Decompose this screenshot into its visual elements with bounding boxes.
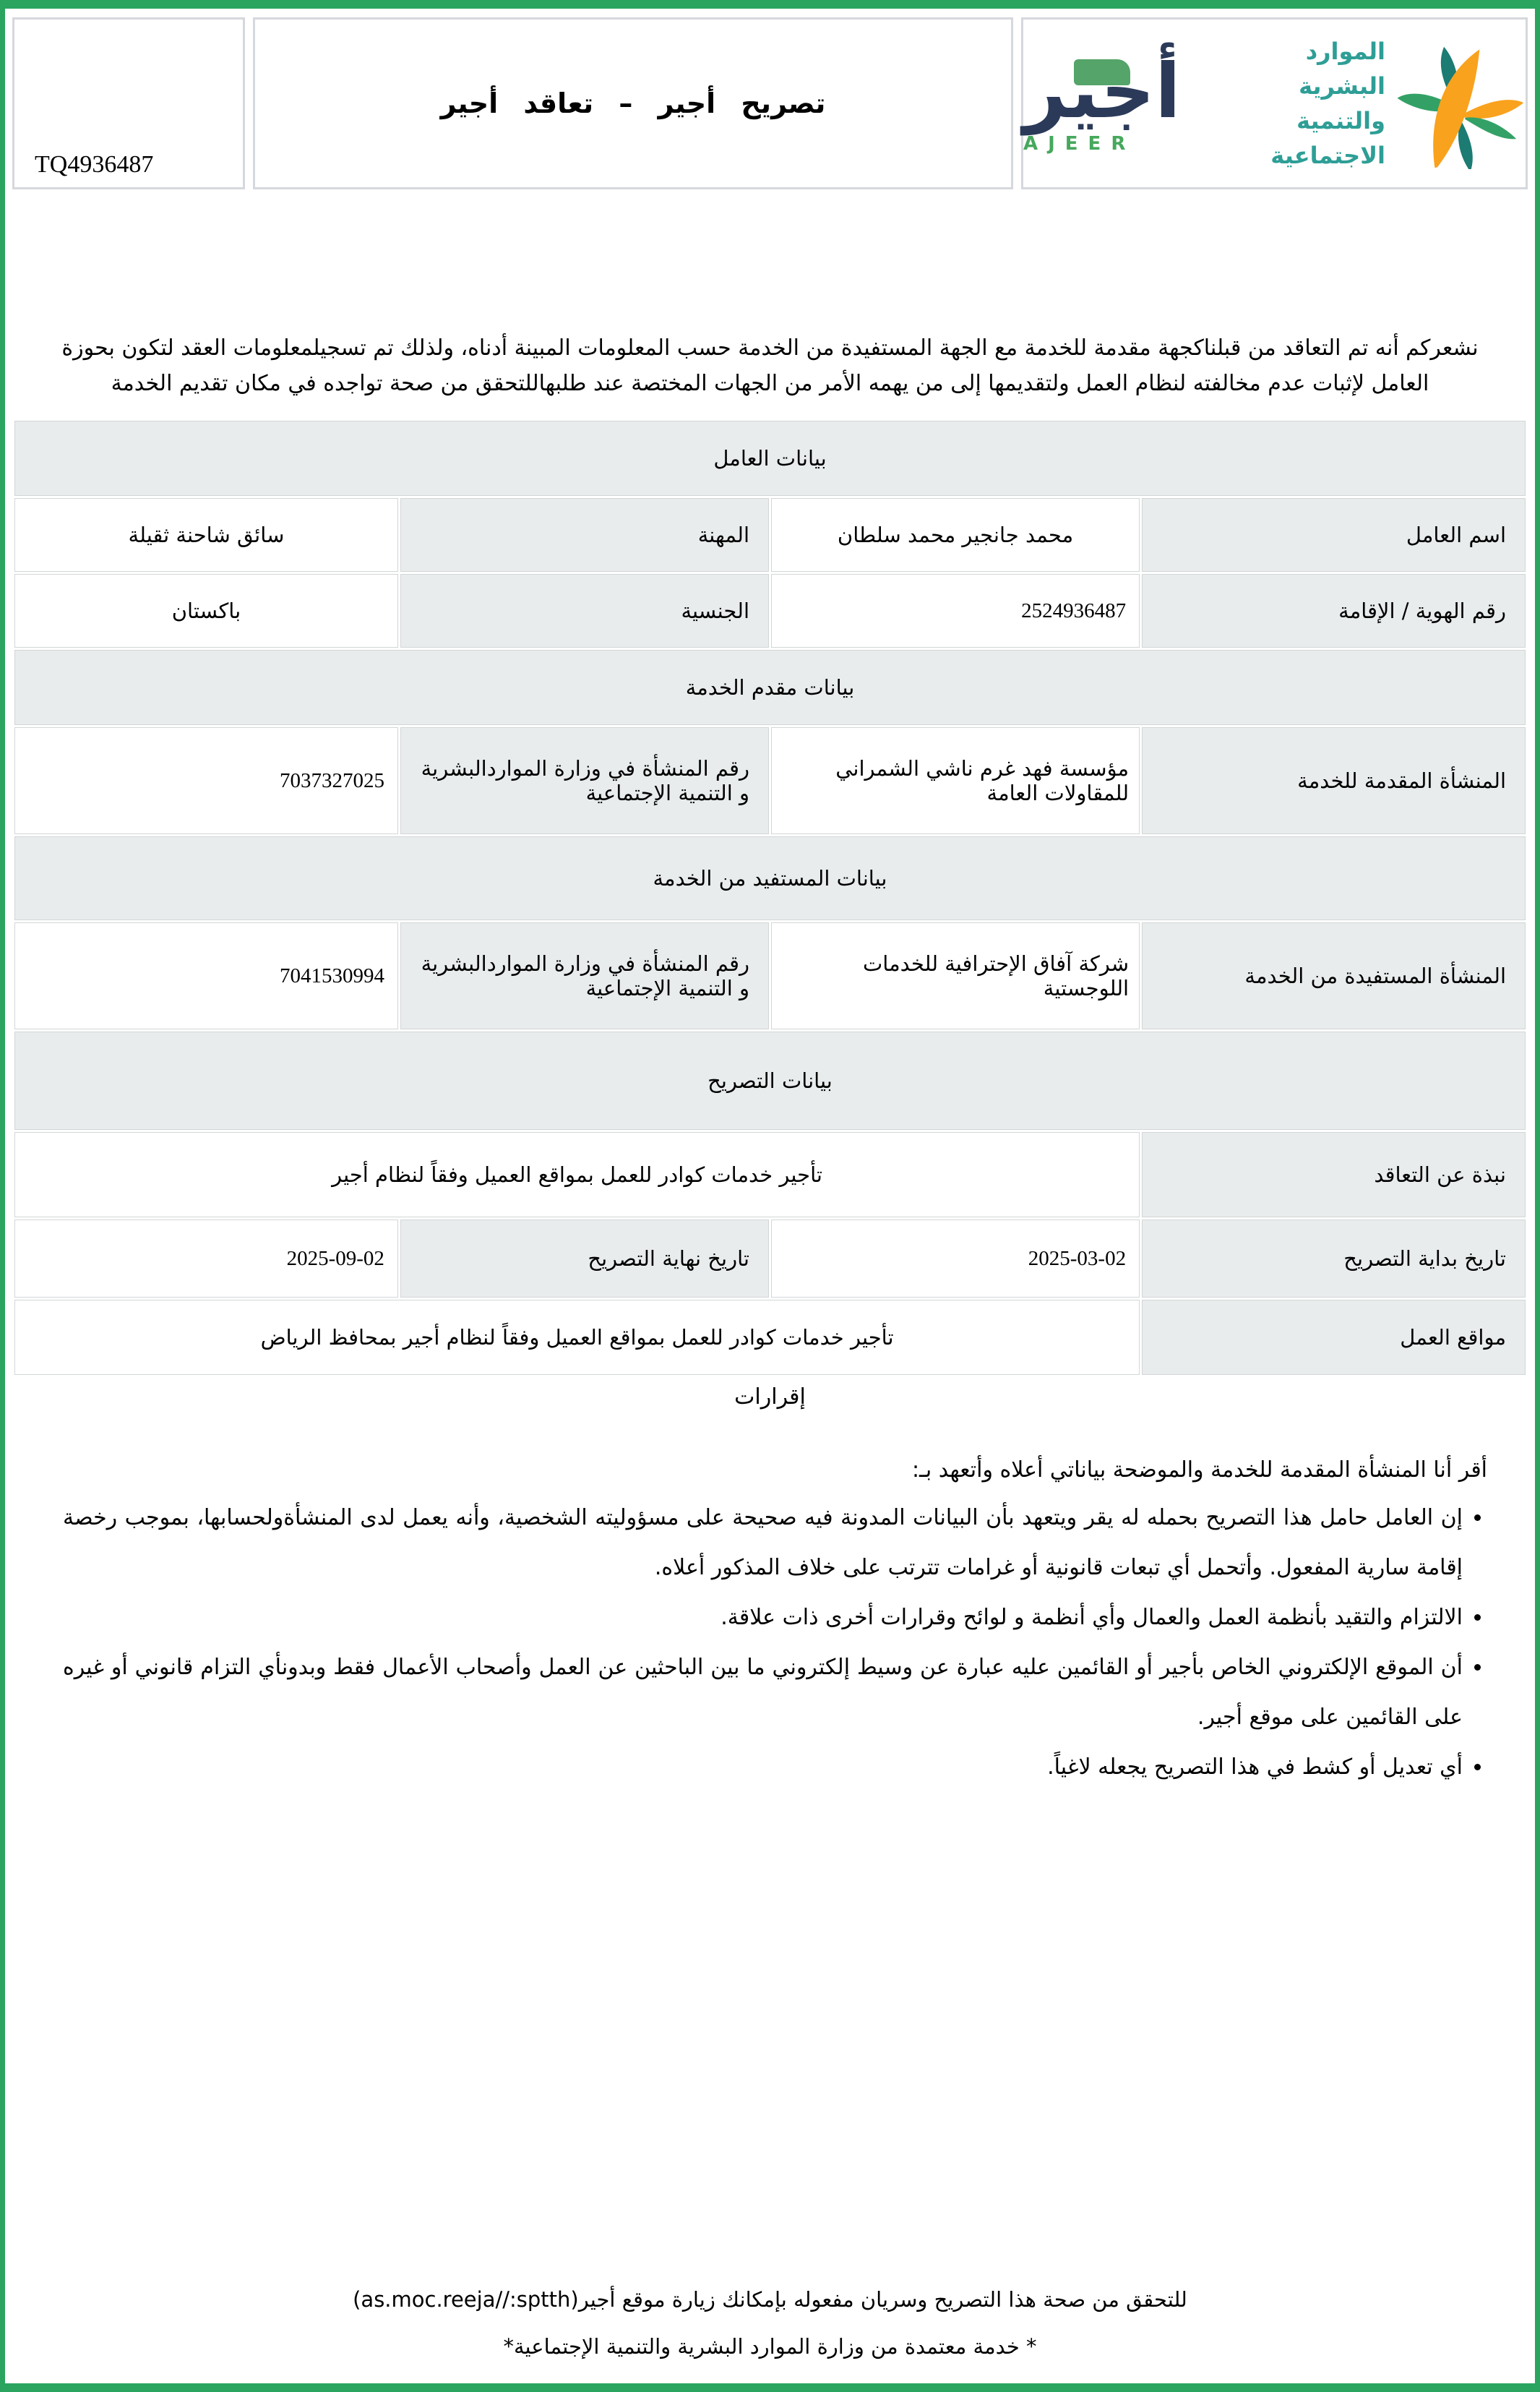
- ministry-logo-text: [1214, 34, 1385, 173]
- table-row: [14, 727, 1526, 834]
- declarations-list: [63, 1493, 1487, 1792]
- footer-verify-text: للتحقق من صحة هذا التصريح وسريان مفعوله بإمكانك زيارة موقع أجير: [578, 2286, 1187, 2312]
- footer: [12, 2276, 1528, 2374]
- beneficiary-mol-number-label: رقم المنشأة في وزارة المواردالبشرية و التنمية الإجتماعية: [400, 922, 769, 1029]
- table-row: [14, 922, 1526, 1029]
- provider-mol-number-label: رقم المنشأة في وزارة المواردالبشرية و التنمية الإجتماعية: [400, 727, 769, 834]
- profession-value: سائق شاحنة ثقيلة: [14, 498, 398, 572]
- work-locations-value: تأجير خدمات كوادر للعمل بمواقع العميل وفقاً لنظام أجير بمحافظ الرياض: [14, 1300, 1140, 1375]
- section-row-permit: [14, 1032, 1526, 1130]
- work-locations-label: مواقع العمل: [1142, 1300, 1526, 1375]
- footer-verify-line: [12, 2276, 1528, 2323]
- title-box: [253, 17, 1013, 189]
- permit-number: TQ4936487: [35, 151, 154, 178]
- contract-brief-label: نبذة عن التعاقد: [1142, 1132, 1526, 1217]
- worker-name-value: محمد جانجير محمد سلطان: [771, 498, 1140, 572]
- table-row: [14, 1219, 1526, 1298]
- permit-section-title: بيانات التصريح: [14, 1032, 1526, 1130]
- start-date-label: تاريخ بداية التصريح: [1142, 1219, 1526, 1298]
- declaration-item: • إن العامل حامل هذا التصريح بحمله له يقر ويتعهد بأن البيانات المدونة فيه صحيحة على مسؤوليته الشخصية، وأنه يعمل لدى المنشأةولحسابها، بموجب رخصة إقامة سارية المفعول. وأتحمل أي تبعات قانونية أو غرامات تترتب على خلاف المذكور أعلاه.: [63, 1493, 1463, 1592]
- ajeer-logo-arabic: أجير: [1023, 47, 1181, 136]
- declaration-item: • أي تعديل أو كشط في هذا التصريح يجعله لاغياً.: [63, 1742, 1463, 1792]
- section-row-provider: [14, 650, 1526, 725]
- nationality-label: الجنسية: [400, 574, 769, 648]
- document-title: تصريح أجير – تعاقد أجير: [440, 87, 826, 119]
- ministry-emblem-icon: [1394, 38, 1526, 169]
- ministry-logo-line2: والتنمية الاجتماعية: [1270, 107, 1385, 169]
- logos-box: [1021, 17, 1528, 189]
- table-row: [14, 574, 1526, 648]
- intro-paragraph: نشعركم أنه تم التعاقد من قبلناكجهة مقدمة للخدمة مع الجهة المستفيدة من الخدمة حسب المعلومات المبينة أدناه، ولذلك تم تسجيلمعلومات العقد لتكون بحوزة العامل لإثبات عدم مخالفته لنظام العمل ولتقديمها إلى من يهمه الأمر من الجهات المختصة عند طلبهاللتحقق من صحة تواجده في مكان تقديم الخدمة: [61, 335, 1479, 396]
- beneficiary-name-value: شركة آفاق الإحترافية للخدمات اللوجستية: [771, 922, 1140, 1029]
- beneficiary-label: المنشأة المستفيدة من الخدمة: [1142, 922, 1526, 1029]
- permit-table: [12, 419, 1528, 1377]
- declaration-item: • الالتزام والتقيد بأنظمة العمل والعمال وأي أنظمة و لوائح وقرارات أخرى ذات علاقة.: [63, 1592, 1463, 1642]
- ajeer-logo-latin: AJEER: [1023, 132, 1136, 155]
- end-date-label: تاريخ نهاية التصريح: [400, 1219, 769, 1298]
- provider-number-value: 7037327025: [14, 727, 398, 834]
- ministry-logo-line1: الموارد البشرية: [1299, 38, 1385, 100]
- nationality-value: باكستان: [14, 574, 398, 648]
- start-date-value: 2025-03-02: [771, 1219, 1140, 1298]
- table-row: [14, 1300, 1526, 1375]
- declaration-item: • أن الموقع الإلكتروني الخاص بأجير أو القائمين عليه عبارة عن وسيط إلكتروني ما بين الباحثين عن العمل وأصحاب الأعمال فقط وبدونأي التزام قانوني أو غيره على القائمين على موقع أجير.: [63, 1642, 1463, 1742]
- table-row: [14, 1132, 1526, 1217]
- profession-label: المهنة: [400, 498, 769, 572]
- ministry-logo: [1214, 34, 1526, 173]
- declarations-title: إقرارات: [734, 1384, 806, 1410]
- provider-section-title: بيانات مقدم الخدمة: [14, 650, 1526, 725]
- ajeer-logo-wordmark: [1023, 47, 1181, 136]
- header: [12, 17, 1528, 189]
- footer-verify-url: (as.moc.reeja//:sptth): [353, 2286, 579, 2312]
- end-date-value: 2025-09-02: [14, 1219, 398, 1298]
- beneficiary-section-title: بيانات المستفيد من الخدمة: [14, 836, 1526, 920]
- contract-brief-value: تأجير خدمات كوادر للعمل بمواقع العميل وفقاً لنظام أجير: [14, 1132, 1140, 1217]
- section-row-beneficiary: [14, 836, 1526, 920]
- permit-number-box: [12, 17, 245, 189]
- worker-section-title: بيانات العامل: [14, 421, 1526, 496]
- table-row: [14, 498, 1526, 572]
- id-number-label: رقم الهوية / الإقامة: [1142, 574, 1526, 648]
- footer-approved-line: * خدمة معتمدة من وزارة الموارد البشرية والتنمية الإجتماعية*: [503, 2333, 1037, 2359]
- ajeer-logo: [1023, 47, 1181, 155]
- id-number-value: 2524936487: [771, 574, 1140, 648]
- worker-name-label: اسم العامل: [1142, 498, 1526, 572]
- beneficiary-number-value: 7041530994: [14, 922, 398, 1029]
- declarations-intro: أقر أنا المنشأة المقدمة للخدمة والموضحة بياناتي أعلاه وأتعهد بـ:: [911, 1457, 1487, 1483]
- provider-name-value: مؤسسة فهد غرم ناشي الشمراني للمقاولات العامة: [771, 727, 1140, 834]
- provider-label: المنشأة المقدمة للخدمة: [1142, 727, 1526, 834]
- section-row-worker: [14, 421, 1526, 496]
